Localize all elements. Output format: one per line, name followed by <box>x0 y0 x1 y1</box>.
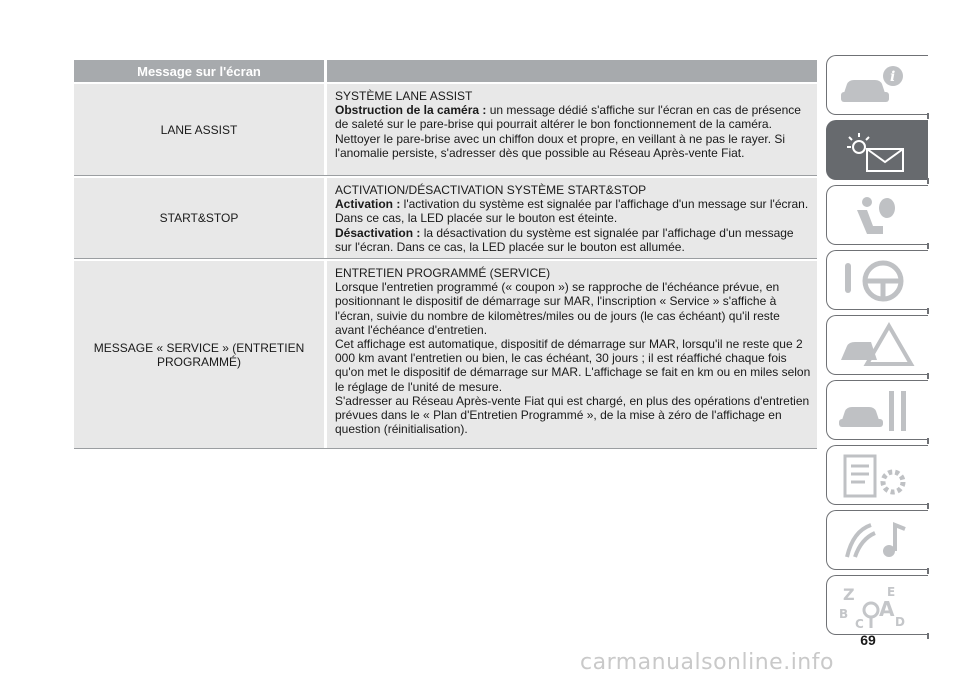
description-paragraph: S'adresser au Réseau Après-vente Fiat qui est chargé, en plus des opérations d'entretien prévues dans le « Plan d'Entretien Programmé », de la mise à zéro de l'affichage en question (réinitialisation). <box>335 393 810 437</box>
multimedia-note-icon <box>837 517 917 565</box>
header-message-column: Message sur l'écran <box>74 60 324 82</box>
chapter-tab-warning-messages[interactable] <box>826 120 928 180</box>
alphabetical-index-icon <box>837 582 917 630</box>
chapter-tab-safety[interactable] <box>826 185 928 245</box>
chapter-tab-technical-data[interactable] <box>826 445 928 505</box>
chapter-tab-emergency[interactable] <box>826 315 928 375</box>
svg-text:B: B <box>839 607 849 621</box>
message-label: START&STOP <box>74 178 324 258</box>
technical-data-gear-icon <box>837 452 917 500</box>
description-paragraph: Activation : l'activation du système est signalée par l'affichage d'un message sur l'écran. Dans ce cas, la LED placée sur le bouton est éteinte. <box>335 197 809 226</box>
warning-light-message-icon <box>837 127 917 175</box>
table-row-service <box>74 261 817 449</box>
message-label: MESSAGE « SERVICE » (ENTRETIEN PROGRAMMÉ) <box>74 261 324 448</box>
svg-text:Z: Z <box>843 585 855 604</box>
chapter-tab-multimedia[interactable] <box>826 510 928 570</box>
table-header <box>74 60 817 82</box>
page-number: 69 <box>860 632 876 648</box>
message-description <box>327 178 817 258</box>
svg-text:C: C <box>855 617 864 630</box>
car-info-icon <box>837 62 917 110</box>
svg-text:D: D <box>895 615 905 629</box>
description-title: SYSTÈME LANE ASSIST <box>335 89 473 103</box>
message-description <box>327 261 817 448</box>
message-description <box>327 84 817 175</box>
car-maintenance-tools-icon <box>837 387 917 435</box>
chapter-tab-driving[interactable] <box>826 250 928 310</box>
description-title: ACTIVATION/DÉSACTIVATION SYSTÈME START&STOP <box>335 183 647 197</box>
emergency-warning-triangle-icon <box>837 322 917 370</box>
svg-text:E: E <box>887 585 896 599</box>
message-table <box>74 60 817 449</box>
chapter-tab-maintenance[interactable] <box>826 380 928 440</box>
description-paragraph: Cet affichage est automatique, dispositif de démarrage sur MAR, lorsqu'il ne reste que 2 000 km avant l'entretien ou bien, le cas échéant, 30 jours ; il est réaffiché chaque fois qu'on met le dispositif de démarrage sur MAR. L'affichage se fait en km ou en miles selon le réglage de l'unité de mesure. <box>335 337 811 394</box>
table-row-start-stop <box>74 178 817 259</box>
steering-wheel-key-icon <box>837 257 917 305</box>
table-row-lane-assist <box>74 84 817 176</box>
watermark: carmanualsonline.info <box>580 650 834 675</box>
chapter-tab-index[interactable] <box>826 575 928 635</box>
description-title: ENTRETIEN PROGRAMMÉ (SERVICE) <box>335 266 551 280</box>
chapter-tab-car-info[interactable] <box>826 55 928 115</box>
svg-text:i: i <box>890 69 896 85</box>
description-paragraph: Obstruction de la caméra : un message dédié s'affiche sur l'écran en cas de présence de saleté sur le pare-brise qui pourrait altérer le bon fonctionnement de la caméra. Nettoyer le pare-brise avec un chiffon doux et propre, en veillant à ne pas le rayer. Si l'anomalie persiste, s'adresser dès que possible au Réseau Après-vente Fiat. <box>335 103 801 160</box>
description-paragraph: Lorsque l'entretien programmé (« coupon ») se rapproche de l'échéance prévue, en positionnant le dispositif de démarrage sur MAR, l'inscription « Service » s'affiche à l'écran, suivie du nombre de kilomètres/miles ou de jours (le cas échéant) qu'il reste avant l'échéance d'entretien. <box>335 280 780 337</box>
header-description-column <box>327 60 817 82</box>
svg-text:A: A <box>879 597 895 621</box>
description-paragraph: Désactivation : la désactivation du système est signalée par l'affichage d'un message sur l'écran. Dans ce cas, la LED placée sur le bouton est allumée. <box>335 225 794 254</box>
seat-airbag-icon <box>837 192 917 240</box>
message-label: LANE ASSIST <box>74 84 324 175</box>
